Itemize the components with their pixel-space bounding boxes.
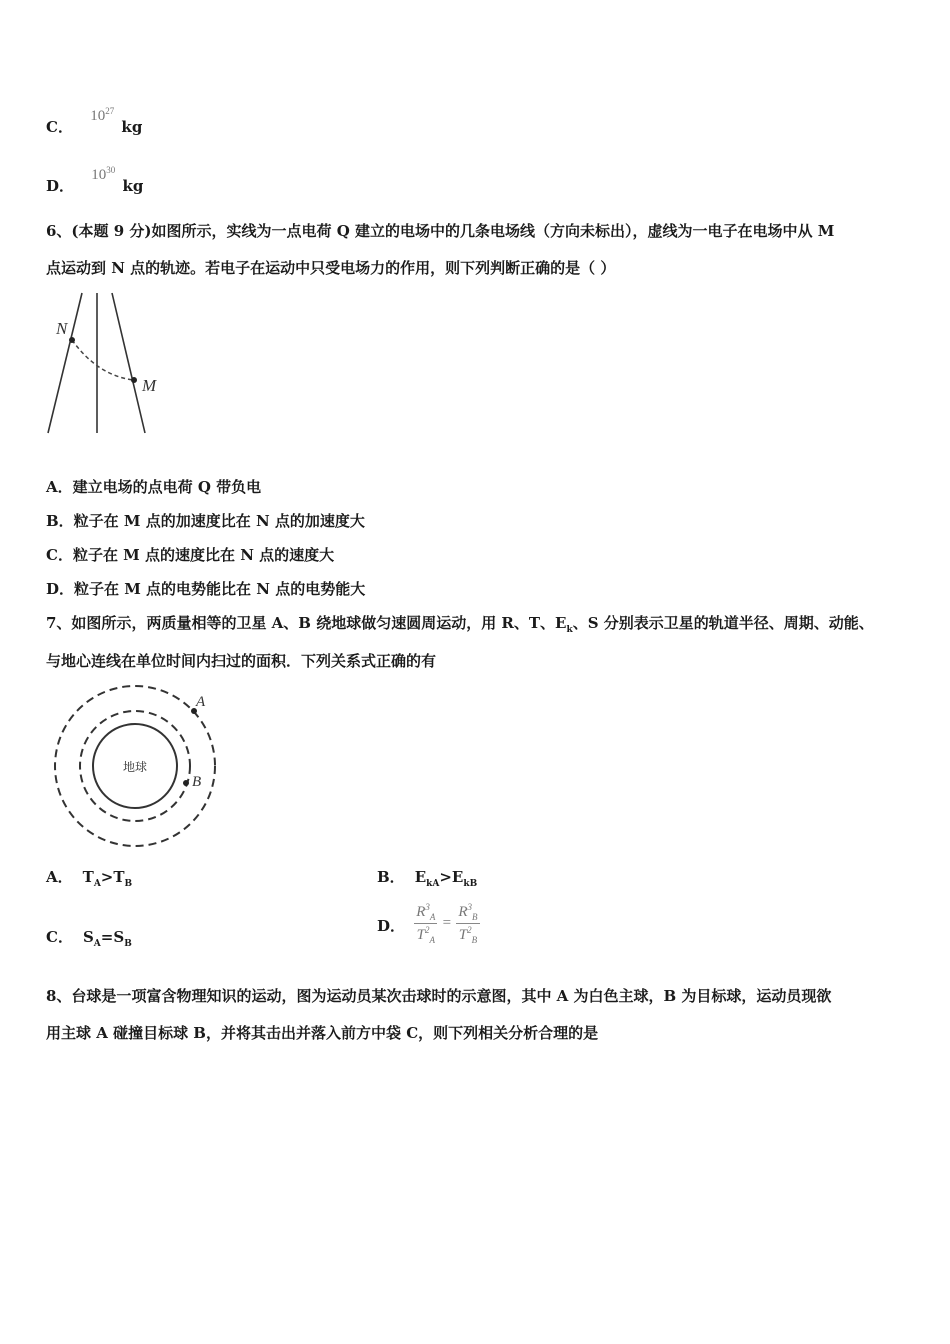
fraction-a: $\frac{R^3_A}{T^2_A}$ <box>416 902 436 945</box>
q6-stem-line1: 6、(本题 9 分)如图所示，实线为一点电荷 Q 建立的电场中的几条电场线（方向未标出），虚线为一电子在电场中从 M <box>46 222 835 240</box>
q7-stem-line1: 7、如图所示，两质量相等的卫星 A、B 绕地球做匀速圆周运动，用 R、T、$E_k$、S 分别表示卫星的轨道半径、周期、动能、 <box>46 614 874 635</box>
label-m: M <box>142 376 157 395</box>
earth-label: 地球 <box>122 760 148 774</box>
q6-option-c[interactable]: C．粒子在 M 点的速度比在 N 点的速度大 <box>46 546 335 564</box>
q7-option-a[interactable]: A． $T_A>T_B$ <box>46 868 133 889</box>
q8-stem-line2: 用主球 A 碰撞目标球 B，并将其击出并落入前方中袋 C，则下列相关分析合理的是 <box>46 1024 599 1042</box>
label-b: B <box>192 774 202 790</box>
point-m <box>131 377 137 383</box>
field-line-left <box>48 293 82 433</box>
q5-option-d-power: $10^{30}$ <box>91 165 116 183</box>
q6-option-b[interactable]: B．粒子在 M 点的加速度比在 N 点的加速度大 <box>46 512 365 530</box>
q7-option-b[interactable]: B． $E_{kA}>E_{kB}$ <box>377 868 478 889</box>
label-n: N <box>56 319 68 338</box>
q6-stem-line2: 点运动到 N 点的轨迹。若电子在运动中只受电场力的作用，则下列判断正确的是（ ） <box>46 259 616 277</box>
point-n <box>69 337 75 343</box>
q7-orbit-figure <box>52 680 224 852</box>
label-a: A <box>196 694 206 710</box>
q6-field-figure <box>40 288 175 438</box>
q7-option-c[interactable]: C． $S_A=S_B$ <box>46 928 132 949</box>
q5-option-c-power: $10^{27}$ <box>90 106 115 124</box>
q6-option-a[interactable]: A．建立电场的点电荷 Q 带负电 <box>46 478 262 496</box>
q5-option-c[interactable]: C． $10^{27}$ kg <box>46 106 143 136</box>
q7-option-d[interactable]: D． $\frac{R^3_A}{T^2_A}$ = $\frac{R^3_B}{T^2_B}$ <box>377 902 478 945</box>
q8-stem-line1: 8、台球是一项富含物理知识的运动，图为运动员某次击球时的示意图，其中 A 为白色主球，B 为目标球，运动员现欲 <box>46 987 832 1005</box>
q6-option-d[interactable]: D．粒子在 M 点的电势能比在 N 点的电势能大 <box>46 580 366 598</box>
q5-option-d[interactable]: D． $10^{30}$ kg <box>46 165 144 195</box>
satellite-b <box>183 780 189 786</box>
q7-stem-line2: 与地心连线在单位时间内扫过的面积．下列关系式正确的有 <box>46 652 437 670</box>
fraction-b: $\frac{R^3_B}{T^2_B}$ <box>458 902 478 945</box>
field-line-right <box>112 293 145 433</box>
